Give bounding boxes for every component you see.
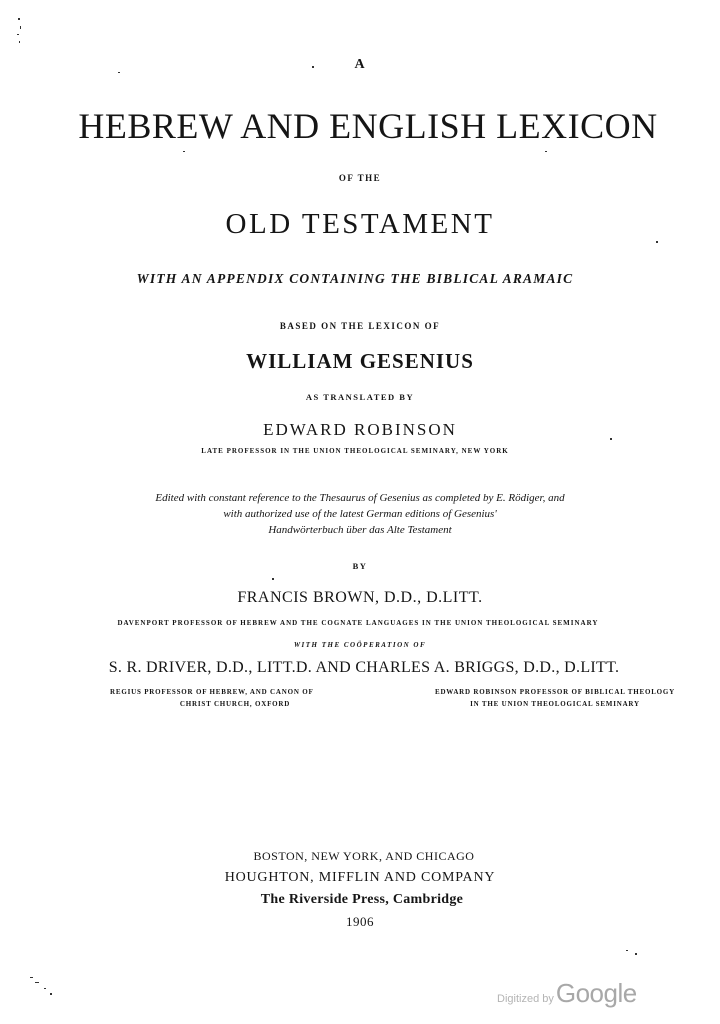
editor-title: DAVENPORT PROFESSOR OF HEBREW AND THE COGNATE LANGUAGES IN THE UNION THEOLOGICAL SEMINARY: [117, 619, 599, 627]
imprint-publisher: HOUGHTON, MIFFLIN AND COMPANY: [224, 870, 496, 885]
editor-name: FRANCIS BROWN, D.D., D.LITT.: [237, 589, 483, 606]
edited-line-1: Edited with constant reference to the Thesaurus of Gesenius as completed by E. Rödiger, and: [155, 492, 565, 504]
watermark-prefix: Digitized by: [497, 993, 554, 1005]
driver-title-line-2: CHRIST CHURCH, OXFORD: [179, 700, 291, 708]
cooperation-label: WITH THE COÖPERATION OF: [293, 641, 427, 649]
edited-line-3: Handwörterbuch über das Alte Testament: [268, 524, 452, 536]
by-label: BY: [352, 561, 368, 571]
appendix-subtitle: WITH AN APPENDIX CONTAINING THE BIBLICAL ARAMAIC: [136, 271, 574, 286]
title-article: A: [354, 57, 366, 72]
subject-title: OLD TESTAMENT: [225, 208, 495, 240]
briggs-title-line-1: EDWARD ROBINSON PROFESSOR OF BIBLICAL THEOLOGY: [434, 688, 676, 696]
imprint-year: 1906: [346, 914, 374, 929]
translator-name: EDWARD ROBINSON: [263, 420, 457, 439]
main-title: HEBREW AND ENGLISH LEXICON: [78, 106, 658, 146]
translator-title: LATE PROFESSOR IN THE UNION THEOLOGICAL SEMINARY, NEW YORK: [201, 447, 509, 455]
edited-line-2: with authorized use of the latest German editions of Gesenius': [223, 508, 497, 520]
driver-title-line-1: REGIUS PROFESSOR OF HEBREW, AND CANON OF: [110, 688, 314, 696]
imprint-press: The Riverside Press, Cambridge: [260, 892, 464, 907]
coeditors-names: S. R. DRIVER, D.D., LITT.D. AND CHARLES A. BRIGGS, D.D., D.LITT.: [108, 659, 620, 676]
digitized-watermark: [497, 978, 677, 1012]
based-on-label: BASED ON THE LEXICON OF: [279, 321, 441, 331]
as-translated-label: AS TRANSLATED BY: [305, 392, 415, 402]
imprint-cities: BOSTON, NEW YORK, AND CHICAGO: [253, 849, 475, 863]
original-author: WILLIAM GESENIUS: [246, 349, 474, 373]
google-logo: Google: [555, 978, 637, 1008]
briggs-title-line-2: IN THE UNION THEOLOGICAL SEMINARY: [470, 700, 640, 708]
of-the-label: OF THE: [338, 173, 382, 183]
